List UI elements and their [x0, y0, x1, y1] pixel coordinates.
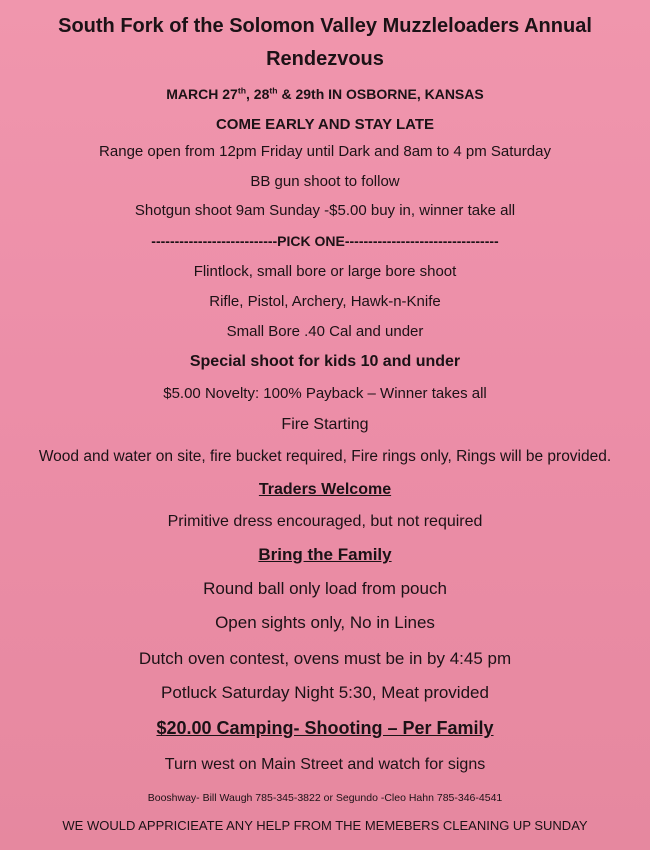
range-open-text: Range open from 12pm Friday until Dark and 8am to 4 pm Saturday [99, 143, 551, 160]
dates-sup-1: th [237, 85, 247, 96]
wood-water-text: Wood and water on site, fire bucket required, Fire rings only, Rings will be provided. [38, 448, 612, 465]
traders-heading: Traders Welcome [258, 481, 392, 498]
bb-gun-text: BB gun shoot to follow [250, 173, 400, 190]
pick-one-divider: ---------------------------PICK ONE--------------------------------- [151, 233, 499, 249]
open-sights-text: Open sights only, No in Lines [215, 613, 435, 632]
title-line-2: Rendezvous [266, 48, 384, 70]
small-bore-text: Small Bore .40 Cal and under [226, 323, 424, 340]
kids-shoot-heading: Special shoot for kids 10 and under [189, 353, 461, 370]
flintlock-text: Flintlock, small bore or large bore shoot [193, 263, 457, 280]
rifle-text: Rifle, Pistol, Archery, Hawk-n-Knife [209, 293, 441, 310]
come-early-heading: COME EARLY AND STAY LATE [215, 116, 435, 133]
dates-sup-2: th [269, 85, 278, 96]
turn-west-text: Turn west on Main Street and watch for signs [164, 756, 486, 773]
potluck-text: Potluck Saturday Night 5:30, Meat provided [161, 683, 489, 702]
contacts-text: Booshway- Bill Waugh 785-345-3822 or Segundo -Cleo Hahn 785-346-4541 [147, 792, 503, 804]
bring-family-heading: Bring the Family [258, 545, 392, 564]
dates-rest: & 29th IN OSBORNE, KANSAS [277, 86, 484, 102]
novelty-text: $5.00 Novelty: 100% Payback – Winner takes all [163, 385, 487, 402]
primitive-dress-text: Primitive dress encouraged, but not required [167, 513, 483, 530]
title-line-1: South Fork of the Solomon Valley Muzzleloaders Annual [58, 15, 592, 37]
camping-fee-heading: $20.00 Camping- Shooting – Per Family [156, 718, 494, 738]
cleanup-text: WE WOULD APPRICIEATE ANY HELP FROM THE MEMEBERS CLEANING UP SUNDAY [62, 818, 588, 833]
dates-day-2: , 28 [246, 86, 270, 102]
dutch-oven-text: Dutch oven contest, ovens must be in by 4:45 pm [138, 649, 512, 668]
fire-starting-text: Fire Starting [281, 416, 369, 433]
round-ball-text: Round ball only load from pouch [203, 579, 447, 598]
shotgun-text: Shotgun shoot 9am Sunday -$5.00 buy in, winner take all [134, 202, 516, 219]
dates-month: MARCH 27 [166, 86, 238, 102]
event-dates [0, 86, 650, 102]
